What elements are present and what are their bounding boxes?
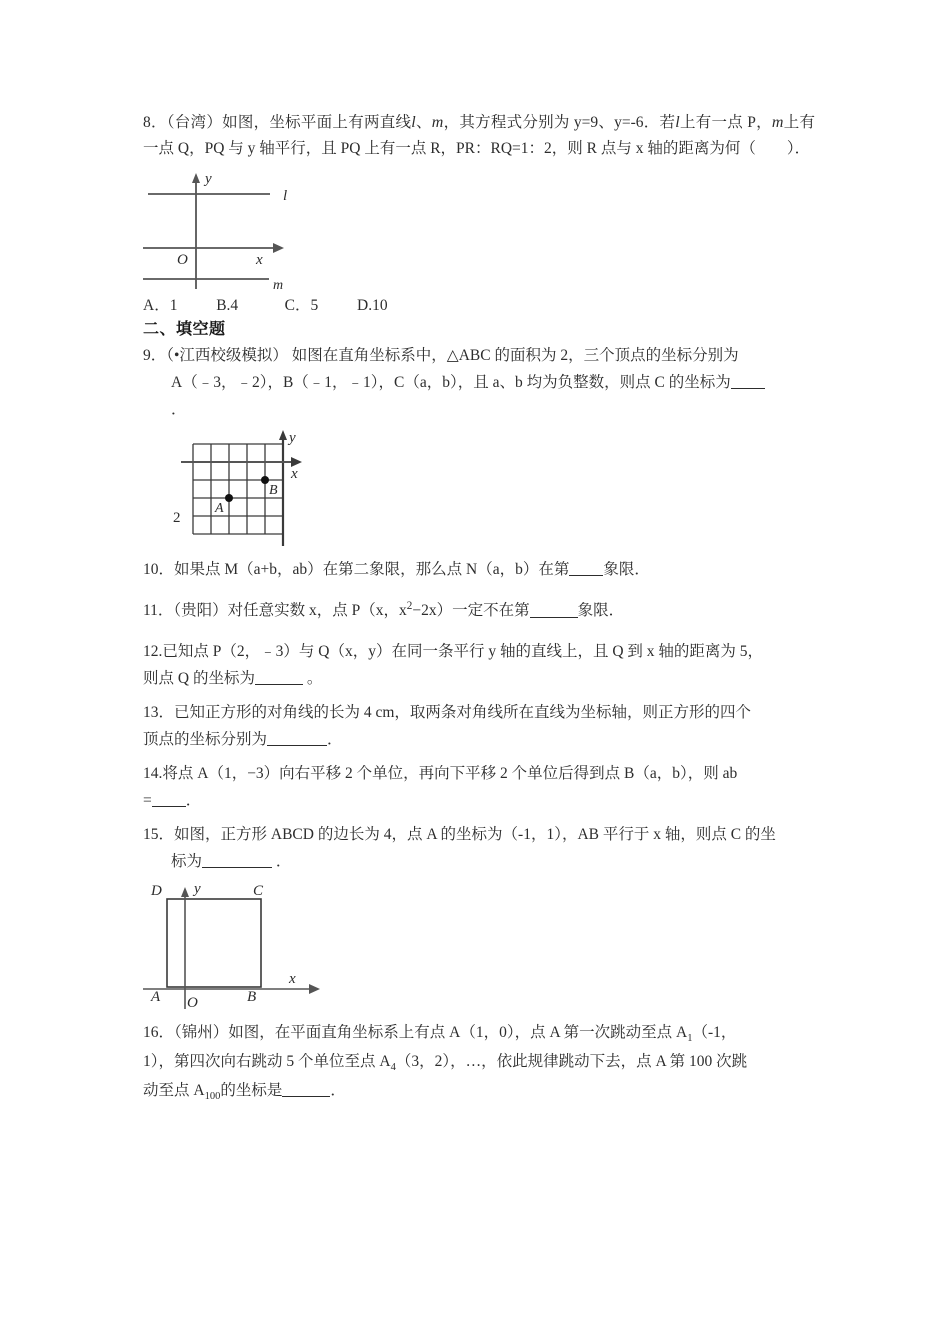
- choice-d[interactable]: D.10: [357, 297, 388, 315]
- choice-a[interactable]: A．1: [143, 297, 178, 315]
- q8-tail2: 上有一点 Q，PQ 与 y 轴平行，且 PQ 上有一点 R，PR：RQ=1：2，则 R 点与 x 轴的距离为何（ ）．: [143, 114, 815, 157]
- question-13-line1: 13．已知正方形的对角线的长为 4 cm，取两条对角线所在直线为坐标轴，则正方形的四个: [143, 703, 751, 721]
- point-a-label: A: [215, 501, 224, 517]
- q11-pre: 11．（贵阳）对任意实数 x，点 P（x，x: [143, 602, 407, 620]
- q16-l2-pre: 1），第四次向右跳动 5 个单位至点 A: [143, 1052, 391, 1070]
- question-16-line2: [143, 1049, 815, 1076]
- q14-post: ．: [185, 792, 202, 810]
- q15-post: ．: [275, 853, 292, 871]
- x-axis-label: x: [291, 466, 298, 483]
- q16-sub-4: 4: [390, 1061, 396, 1073]
- q8-tail1: 上有一点 P，: [679, 114, 772, 131]
- q8-var-m2: m: [771, 114, 784, 131]
- y-axis-arrow: [279, 430, 287, 440]
- vertex-b-label: B: [247, 988, 257, 1005]
- q8-var-l: l: [411, 114, 416, 131]
- x-axis-arrow: [309, 984, 320, 994]
- q13-answer-blank[interactable]: [267, 730, 327, 746]
- vertex-d-label: D: [151, 882, 162, 899]
- question-16-line1: [143, 1020, 815, 1047]
- question-13-line2: [143, 727, 815, 752]
- q16-l2-post: （3，2），…，依此规律跳动下去，点 A 第 100 次跳: [395, 1052, 748, 1070]
- q16-sub-100: 100: [204, 1091, 221, 1103]
- q8-var-l2: l: [675, 114, 680, 131]
- choice-b[interactable]: B.4: [216, 297, 239, 315]
- q15-pre: 标为: [171, 853, 203, 871]
- q11-mid: −2x）一定不在第: [412, 602, 530, 620]
- q15-answer-blank[interactable]: [202, 853, 272, 869]
- line-l-label: l: [283, 188, 288, 205]
- section-heading-fill-in-blank: 二、填空题: [143, 321, 226, 339]
- q8-var-m: m: [431, 114, 444, 131]
- q9-line2-text: A（﹣3，﹣2），B（﹣1，﹣1），C（a，b），且 a、b 均为负整数，则点 C 的坐标为: [171, 374, 731, 392]
- question-9-line2: [143, 370, 815, 395]
- q15-figure: [143, 881, 815, 1009]
- point-b-label: B: [269, 483, 278, 499]
- q14-answer-blank[interactable]: [152, 792, 186, 808]
- grid-triangle-svg: [165, 428, 395, 546]
- q12-post: 。: [306, 669, 323, 687]
- q16-l3-post: 的坐标是: [220, 1081, 283, 1099]
- question-9-line1: 9．（•江西校级模拟） 如图在直角坐标系中，△ABC 的面积为 2，三个顶点的坐标分别为: [143, 347, 739, 365]
- q8-lead: 8．（台湾）如图，坐标平面上有两直线: [143, 114, 412, 131]
- line-m-label: m: [273, 278, 284, 290]
- q14-pre: =: [143, 792, 152, 810]
- q16-sub-1: 1: [687, 1032, 693, 1044]
- question-12-line1: 12.已知点 P（2，﹣3）与 Q（x，y）在同一条平行 y 轴的直线上，且 Q 到 x 轴的距离为 5，: [143, 642, 764, 660]
- y-axis-label: y: [194, 880, 201, 897]
- q13-post: ．: [327, 731, 343, 749]
- q16-l3-pre: 动至点 A: [143, 1081, 205, 1099]
- q11-exponent: 2: [406, 600, 413, 613]
- y-axis-arrow: [192, 173, 200, 183]
- square-abcd-svg: [143, 881, 383, 1009]
- point-a-dot: [225, 494, 233, 502]
- vertex-c-label: C: [253, 882, 264, 899]
- q8-choices: [143, 293, 815, 315]
- x-axis-label: x: [256, 252, 263, 269]
- q11-post: 象限．: [577, 602, 625, 620]
- question-15-line2: [143, 849, 815, 874]
- q8-figure: [143, 167, 815, 289]
- vertex-a-label: A: [151, 988, 161, 1005]
- question-16-line3: [143, 1078, 815, 1105]
- x-axis-label: x: [289, 970, 296, 987]
- q8-mid: ，其方程式分别为 y=9、y=-6．若: [443, 114, 676, 131]
- q10-answer-blank[interactable]: [569, 561, 603, 577]
- x-axis-arrow: [273, 243, 284, 253]
- q16-l1-pre: 16．（锦州）如图，在平面直角坐标系上有点 A（1，0），点 A 第一次跳动至点 A: [143, 1023, 688, 1041]
- question-10-text: [143, 557, 815, 582]
- q12-pre: 则点 Q 的坐标为: [143, 669, 255, 687]
- y-axis-arrow: [181, 887, 189, 897]
- q9-answer-blank[interactable]: [731, 373, 765, 389]
- question-14-line2: [143, 788, 815, 813]
- q13-pre: 顶点的坐标分别为: [143, 731, 268, 749]
- q10-post: 象限．: [603, 561, 650, 579]
- question-8-text: [143, 110, 815, 161]
- question-9-line3: ．: [171, 401, 187, 419]
- q11-answer-blank[interactable]: [530, 602, 578, 618]
- q8-sep: 、: [415, 114, 432, 131]
- q16-answer-blank[interactable]: [282, 1081, 330, 1097]
- q12-answer-blank[interactable]: [255, 669, 303, 685]
- q9-figure: [143, 428, 815, 546]
- scale-label: 2: [173, 510, 181, 527]
- q10-pre: 10．如果点 M（a+b，ab）在第二象限，那么点 N（a，b）在第: [143, 561, 570, 579]
- coordinate-lines-svg: [143, 167, 383, 289]
- q16-l3-end: ．: [330, 1081, 346, 1099]
- choice-c[interactable]: C．5: [284, 297, 319, 315]
- question-12-line2: [143, 666, 815, 691]
- question-11-text: [143, 597, 815, 623]
- page-content: [143, 110, 815, 1107]
- square-abcd: [167, 899, 261, 987]
- point-b-dot: [261, 476, 269, 484]
- y-axis-label: y: [205, 171, 212, 188]
- y-axis-label: y: [289, 430, 296, 447]
- origin-label: O: [187, 994, 198, 1009]
- question-14-line1: 14.将点 A（1，−3）向右平移 2 个单位，再向下平移 2 个单位后得到点 B（a，b），则 ab: [143, 765, 738, 783]
- question-15-line1: 15．如图，正方形 ABCD 的边长为 4，点 A 的坐标为（-1，1），AB 平行于 x 轴，则点 C 的坐: [143, 826, 776, 844]
- origin-label: O: [177, 252, 188, 269]
- q16-l1-post: （-1，: [692, 1023, 737, 1041]
